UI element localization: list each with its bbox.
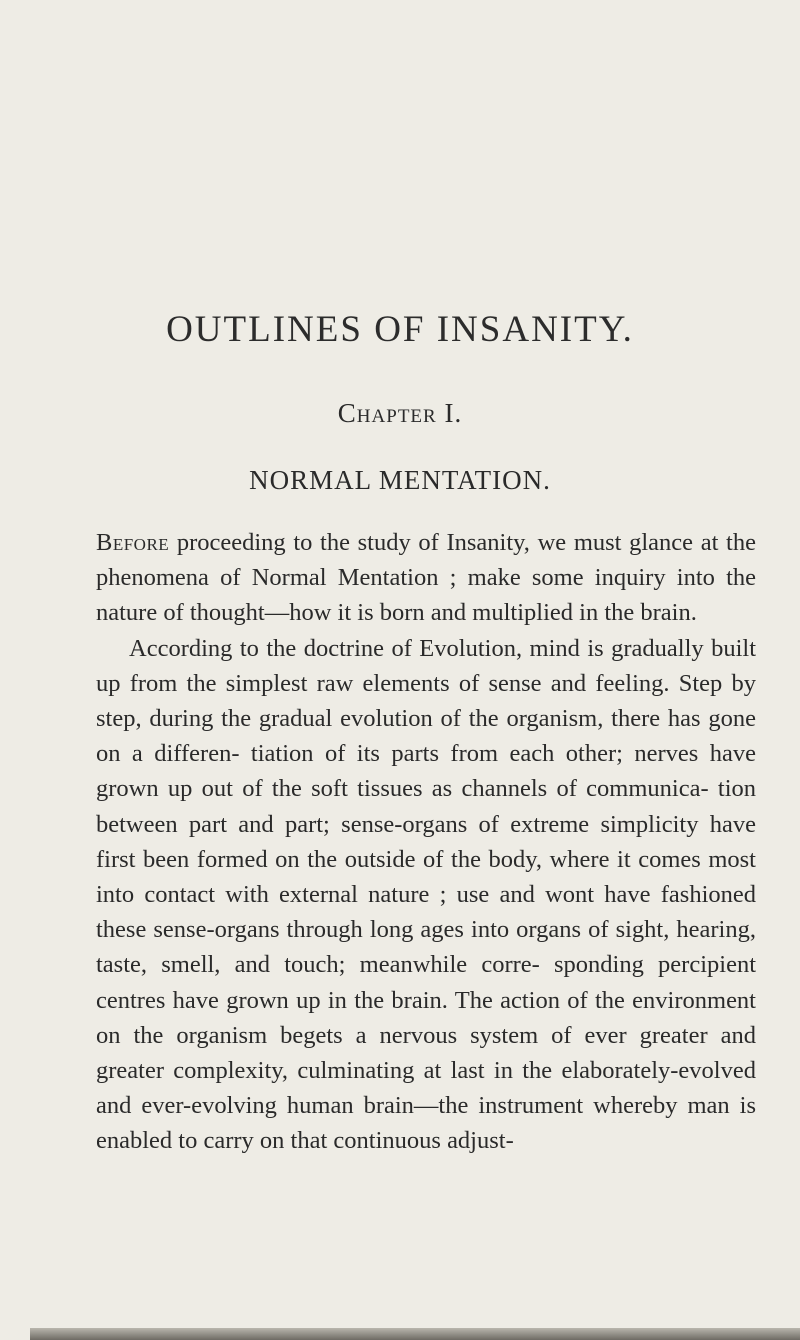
chapter-title: NORMAL MENTATION. bbox=[249, 465, 551, 495]
paragraph-1 bbox=[96, 525, 756, 631]
paragraph-2 bbox=[96, 631, 756, 1159]
book-title: OUTLINES OF INSANITY. bbox=[166, 309, 634, 350]
chapter-label: Chapter I. bbox=[337, 398, 463, 428]
chapter-body bbox=[96, 525, 756, 1159]
page-bottom-edge bbox=[30, 1328, 800, 1340]
paragraph-text: proceeding to the study of Insanity, we must glance at the phenomena of Normal Mentation ; make some inquiry into the nature of thought—how it is born and multiplied in the brain. bbox=[96, 529, 756, 627]
paragraph-lead-word: Before bbox=[96, 529, 170, 556]
paragraph-text: According to the doctrine of Evolution, mind is gradually built up from the simplest raw elements of sense and feeling. Step by step, during the gradual evolution of the organism, there has gone on a differen- tiation of its parts from each other; nerves have grown up out of the soft tissues as channels of communica- tion between part and part; sense-organs of extreme simplicity have first been formed on the outside of the body, where it comes most into contact with external nature ; use and wont have fashioned these sense-organs through long ages into organs of sight, hearing, taste, smell, and touch; meanwhile corre- sponding percipient centres have grown up in the brain. The action of the environment on the organism begets a nervous system of ever greater and greater complexity, culminating at last in the elaborately-evolved and ever-evolving human brain—the instrument whereby man is enabled to carry on that continuous adjust- bbox=[96, 634, 756, 1155]
